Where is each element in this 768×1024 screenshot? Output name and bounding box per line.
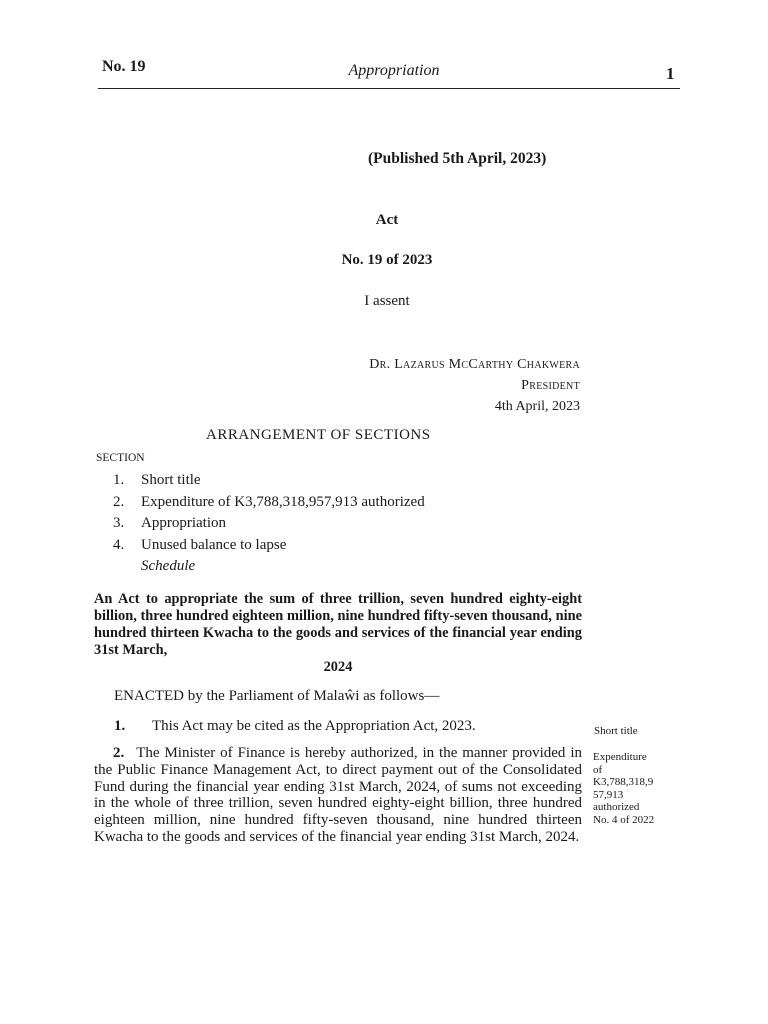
publication-date: (Published 5th April, 2023) [368, 150, 547, 167]
section-number: 1. [114, 718, 126, 734]
act-number-line: No. 19 of 2023 [341, 252, 433, 268]
arrangement-item-label: Unused balance to lapse [141, 536, 287, 553]
enacting-formula: ENACTED by the Parliament of Malaŵi as follows— [114, 688, 440, 704]
arrangement-item-label: Expenditure of K3,788,318,957,913 authorized [141, 493, 425, 510]
section-text: The Minister of Finance is hereby authorized, in the manner provided in the Public Finance Management Act, to direct payment out of the Consolidated Fund during the financial year ending 31st March, 2024, of sums not exceeding in the whole of three trillion, seven hundred eighty-eight billion, three hundred eighteen million, nine hundred fifty-seven thousand, nine hundred thirteen Kwacha to the goods and services of the financial year ending 31st March, 2024. [94, 745, 582, 845]
arrangement-item [113, 470, 425, 492]
header-page-number: 1 [666, 64, 675, 83]
section-label: SECTION [96, 452, 145, 464]
marginal-note-line: No. 4 of 2022 [593, 813, 655, 826]
act-label: Act [375, 212, 399, 228]
arrangement-item [113, 492, 425, 514]
marginal-note-line: of [593, 763, 603, 776]
arrangement-item [113, 535, 425, 557]
header-rule [98, 88, 680, 89]
marginal-note-expenditure [593, 751, 673, 827]
section-2 [94, 745, 582, 846]
arrangement-list [113, 470, 425, 578]
assent-text: I assent [364, 293, 410, 309]
long-title: An Act to appropriate the sum of three trillion, seven hundred eighty-eight billion, three hundred eighteen million, nine hundred fifty-seven thousand, nine hundred thirteen Kwacha to the goods and services of the financial year ending 31st March, [94, 591, 582, 658]
section-1 [114, 718, 476, 735]
arrangement-item-label: Short title [141, 472, 201, 488]
arrangement-title: ARRANGEMENT OF SECTIONS [206, 427, 431, 443]
arrangement-item-number: 4. [113, 536, 125, 553]
section-text: This Act may be cited as the Appropriation Act, 2023. [152, 718, 476, 734]
marginal-note-line: K3,788,318,9 [593, 776, 654, 789]
arrangement-item [113, 513, 425, 535]
arrangement-schedule: Schedule [141, 558, 196, 574]
signer-title: President [521, 378, 580, 393]
marginal-note-line: authorized [593, 801, 640, 814]
signer-name: Dr. Lazarus McCarthy Chakwera [369, 357, 580, 372]
long-title-last-line: 2024 [323, 659, 353, 675]
marginal-note-line: Expenditure [593, 751, 647, 763]
section-number: 2. [113, 745, 125, 761]
arrangement-item-number: 3. [113, 515, 125, 531]
arrangement-item-label: Appropriation [141, 515, 226, 531]
signer-date: 4th April, 2023 [494, 399, 580, 414]
header-act-number: No. 19 [102, 58, 146, 75]
signature-block [369, 354, 580, 417]
header-running-title: Appropriation [348, 62, 440, 79]
marginal-note-short-title: Short title [594, 725, 638, 737]
marginal-note-line: 57,913 [593, 788, 624, 801]
arrangement-item-number: 2. [113, 493, 125, 510]
arrangement-item-number: 1. [113, 472, 125, 488]
